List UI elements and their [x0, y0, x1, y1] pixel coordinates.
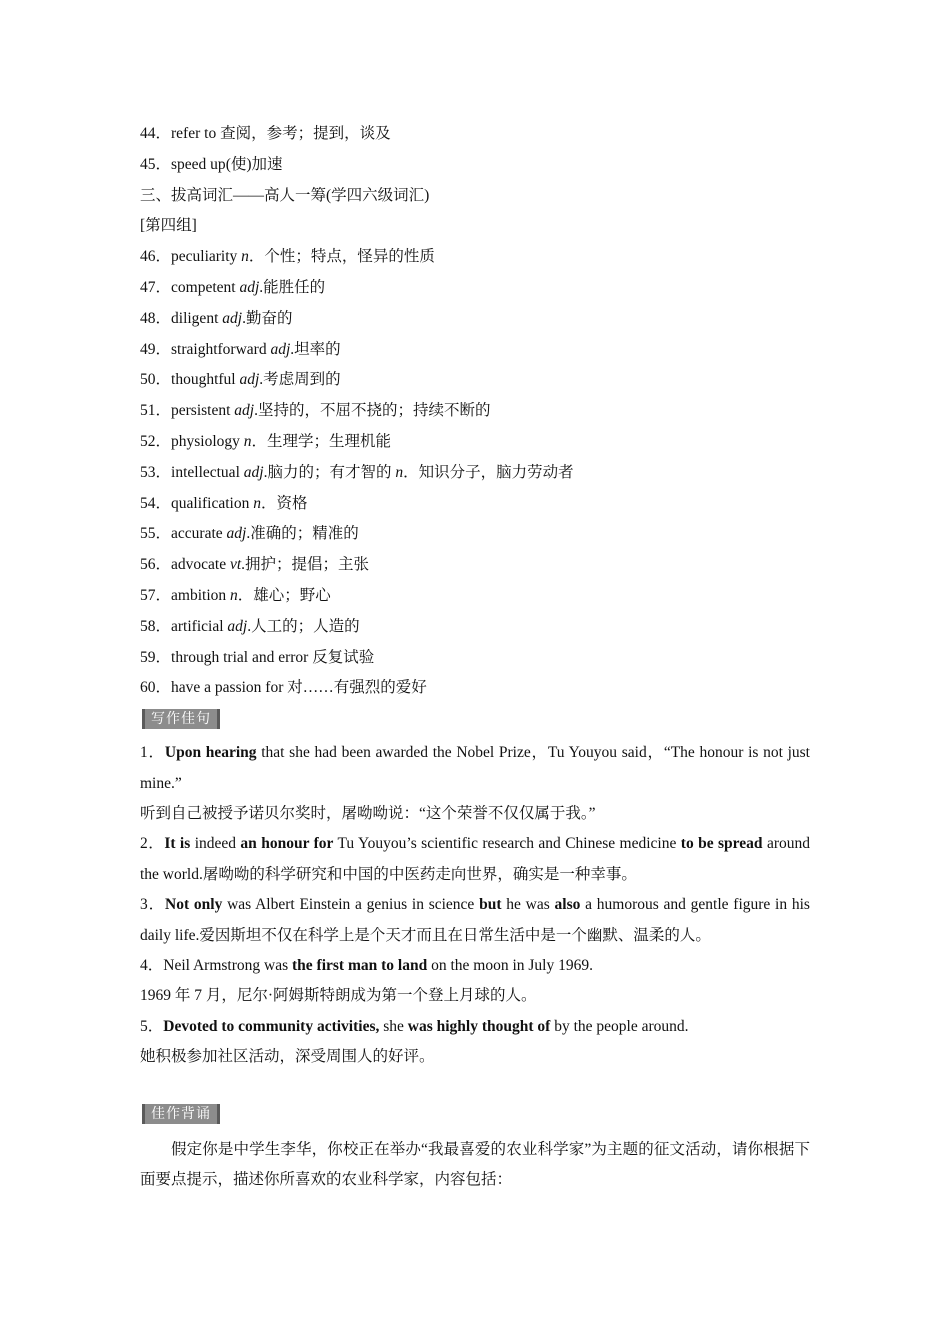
vocab-item: 50．thoughtful adj.考虑周到的: [140, 371, 341, 389]
sentence-4-translation: 1969 年 7 月，尼尔·阿姆斯特朗成为第一个登上月球的人。: [140, 987, 537, 1005]
sentence-list: [140, 738, 810, 1072]
vocab-item: 54．qualification n．资格: [140, 494, 308, 512]
sentence-4: 4．Neil Armstrong was the first man to land on the moon in July 1969.: [140, 956, 593, 974]
vocab-item: 53．intellectual adj.脑力的；有才智的 n．知识分子，脑力劳动者: [140, 463, 574, 481]
group-label: [第四组]: [140, 217, 197, 235]
sentence-5: 5．Devoted to community activities, she was highly thought of by the people around.: [140, 1017, 689, 1035]
section-title: 三、拔高词汇——高人一筹(学四六级词汇): [140, 186, 430, 204]
vocab-item: 48．diligent adj.勤奋的: [140, 309, 293, 327]
vocab-item: 45．speed up(使)加速: [140, 155, 283, 173]
vocab-item: 56．advocate vt.拥护；提倡；主张: [140, 556, 370, 574]
sentence-5-translation: 她积极参加社区活动，深受周围人的好评。: [140, 1048, 435, 1066]
sentence-2: 2．It is indeed an honour for Tu Youyou’s scientific research and Chinese medicine to be spread around the world.屠呦呦的科学研究和中国的中医药走向世界，确实是一种幸事。: [140, 835, 810, 883]
vocab-list-b: [140, 242, 810, 704]
vocab-item: 55．accurate adj.准确的；精准的: [140, 525, 359, 543]
essay-recitation-tag: 佳作背诵: [142, 1104, 220, 1124]
vocab-item: 60．have a passion for 对……有强烈的爱好: [140, 679, 427, 697]
vocab-item: 58．artificial adj.人工的；人造的: [140, 617, 360, 635]
vocab-item: 49．straightforward adj.坦率的: [140, 340, 341, 358]
vocab-item: 46．peculiarity n．个性；特点，怪异的性质: [140, 248, 435, 266]
vocab-list-a: [140, 119, 810, 181]
writing-sentences-tag: 写作佳句: [142, 709, 220, 729]
vocab-item: 44．refer to 查阅，参考；提到，谈及: [140, 125, 391, 142]
vocab-item: 52．physiology n．生理学；生理机能: [140, 432, 392, 450]
sentence-3: 3．Not only was Albert Einstein a genius in science but he was also a humorous and gentle figure in his daily life.爱因斯坦不仅在科学上是个天才而且在日常生活中是一个幽默、温柔的人。: [140, 896, 810, 944]
essay-prompt: 假定你是中学生李华，你校正在举办“我最喜爱的农业科学家”为主题的征文活动，请你根据下面要点提示，描述你所喜欢的农业科学家，内容包括：: [140, 1140, 810, 1189]
document-page: [140, 119, 810, 1195]
vocab-item: 51．persistent adj.坚持的，不屈不挠的；持续不断的: [140, 402, 491, 420]
vocab-item: 57．ambition n．雄心；野心: [140, 586, 331, 604]
vocab-item: 47．competent adj.能胜任的: [140, 278, 326, 296]
sentence-1-translation: 听到自己被授予诺贝尔奖时，屠呦呦说：“这个荣誉不仅仅属于我。”: [140, 804, 596, 822]
vocab-item: 59．through trial and error 反复试验: [140, 648, 375, 666]
sentence-1: 1．Upon hearing that she had been awarded the Nobel Prize，Tu Youyou said，“The honour is not just mine.”: [140, 744, 810, 792]
